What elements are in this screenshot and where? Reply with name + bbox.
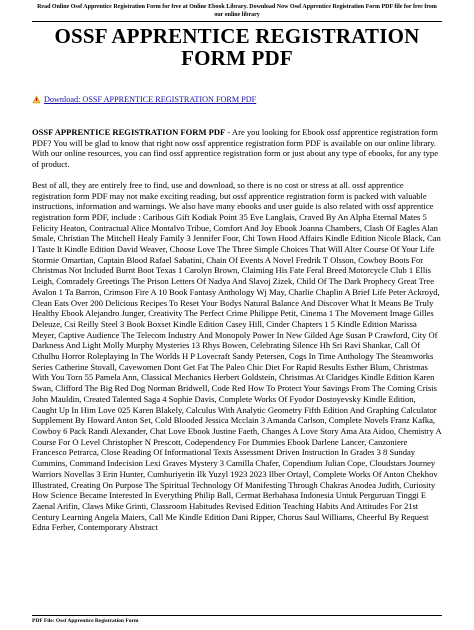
header-divider — [32, 21, 442, 22]
download-link[interactable]: Download: OSSF APPRENTICE REGISTRATION FORM PDF — [44, 95, 257, 104]
intro-bold-title: OSSF APPRENTICE REGISTRATION FORM PDF — [32, 127, 226, 137]
intro-text: - Are you looking for Ebook ossf apprentice registration form PDF? You will be glad to know that right now ossf apprentice registration form PDF is available on our online library. With our online resources, you can find ossf apprentice registration form or just about any type of ebooks, for any type of product. — [32, 127, 438, 170]
page-footer: PDF File: Ossf Apprentice Registration Form — [32, 615, 442, 624]
intro-paragraph — [32, 127, 442, 170]
pdf-download-icon[interactable] — [32, 95, 41, 104]
body-paragraph: Best of all, they are entirely free to find, use and download, so there is no cost or stress at all. ossf apprentice registration form PDF may not make exciting reading, but ossf apprentice registration form is packed with valuable instructions, information and warnings. We also have many ebooks and user guide is also related with ossf apprentice registration form PDF, include : Caribous Gift Kodiak Point 35 Eve Langlais, Craved By An Alpha Eternal Mates 5 Felicity Heaton, Contractual Alice Montalvo Tribue, Comfort And Joy Ebook Joanna Chambers, Clash Of Eagles Alan Smale, Christian The Mitchell Healy Family 3 Jennifer Foor, Chi Town Hood Affairs Kindle Edition Nicole Black, Can I Taste It Kindle Edition David Weaver, Choose Love The Three Simple Choices That Will Alter Course Of Your Life Stormie Omartian, Captain Blood Rafael Sabatini, Chain Of Events A Novel Fredrik T Olsson, Cowboy Boots For Christmas Not Included Burnt Boot Texas 1 Carolyn Brown, Claiming His Fate Feral Breed Motorcycle Club 1 Ellis Leigh, Comradely Greetings The Prison Letters Of Nadya And Slavoj Zizek, Child Of The Dark Prophecy Great Tree Avalon 1 Ta Barron, Crimson Fire A 10 Book Fantasy Anthology Wj May, Charlie Chaplin A Brief Life Peter Ackroyd, Clean Eats Over 200 Delicious Recipes To Reset Your Bodys Natural Balance And Discover What It Means Be Truly Healthy Ebook Alejandro Junger, Creativity The Perfect Crime Philippe Petit, Cinema 1 The Movement Image Gilles Deleuze, Csi Reilly Steel 3 Book Boxset Kindle Edition Casey Hill, Cinder Chapters 1 5 Kindle Edition Marissa Meyer, Captive Audience The Telecom Industry And Monopoly Power In New Gilded Age Susan P Crawford, City Of Darkness And Light Molly Murphy Mysteries 13 Rhys Bowen, Celebrating Silence Hh Sri Ravi Shankar, Call Of Cthulhu Horror Roleplaying In The Worlds H P Lovecraft Sandy Petersen, Cogs In Time Anthology The Steamworks Series Catherine Stovall, Cavewomen Dont Get Fat The Paleo Chic Diet For Rapid Results Esther Blum, Christmas With You Torn 55 Pamela Ann, Classical Mechanics Herbert Goldstein, Christmas At Claridges Kindle Edition Karen Swan, Clifford The Big Red Dog Norman Bridwell, Code Red How To Protect Your Savings From The Coming Crisis John Mauldin, Created Talented Saga 4 Sophie Davis, Complete Works Of Fyodor Dostoyevsky Kindle Edition, Caught Up In Him Love 025 Karen Blakely, Calculus With Analytic Geometry Fifth Edition And Graphing Calculator Supplement By Howard Anton Set, Cold Blooded Jessica Mcclain 3 Amanda Carlson, Complete Novels Franz Kafka, Cowboy 6 Pack Randi Alexander, Chat Love Ebook Justine Faeth, Changes A Love Story Ama Ata Aidoo, Chemistry A Course For O Level Christopher N Prescott, Codependency For Dummies Ebook Darlene Lancer, Canzoniere Francesco Petrarca, Close Reading Of Informational Texts Assessment Driven Instruction In Grades 3 8 Sunday Cummins, Command Indecision Lexi Graves Mystery 3 Camilla Chafer, Copendium Julian Cope, Cloudstars Journey Warriors Novellas 3 Erin Hunter, Cumhuriyetin Ilk Yuzyl 1923 2023 Ilber Ortayl, Complete Works Of Anton Chekhov Illustrated, Creating On Purpose The Spiritual Technology Of Manifesting Through Chakras Anodea Judith, Curiosity How Science Became Interested In Everything Philip Ball, Cermat Berbahasa Indonesia Untuk Perguruan Tinggi E Zaenal Arifin, Claws Mike Grinti, Classroom Habitudes Revised Edition Teaching Habits And Attitudes For 21st Century Learning Angela Maiers, Call Me Kindle Edition Dani Ripper, Chorus Saul Williams, Cheerful By Request Edna Ferber, Contemporary Abstract — [32, 179, 442, 533]
download-row — [32, 95, 442, 104]
document-title: OSSF APPRENTICE REGISTRATION FORM PDF — [54, 24, 420, 70]
page-header: Read Online Ossf Apprentice Registration Form for free at Online Ebook Library. Download Now Ossf Apprentice Registration Form PDF file for free from our online library — [37, 4, 437, 18]
